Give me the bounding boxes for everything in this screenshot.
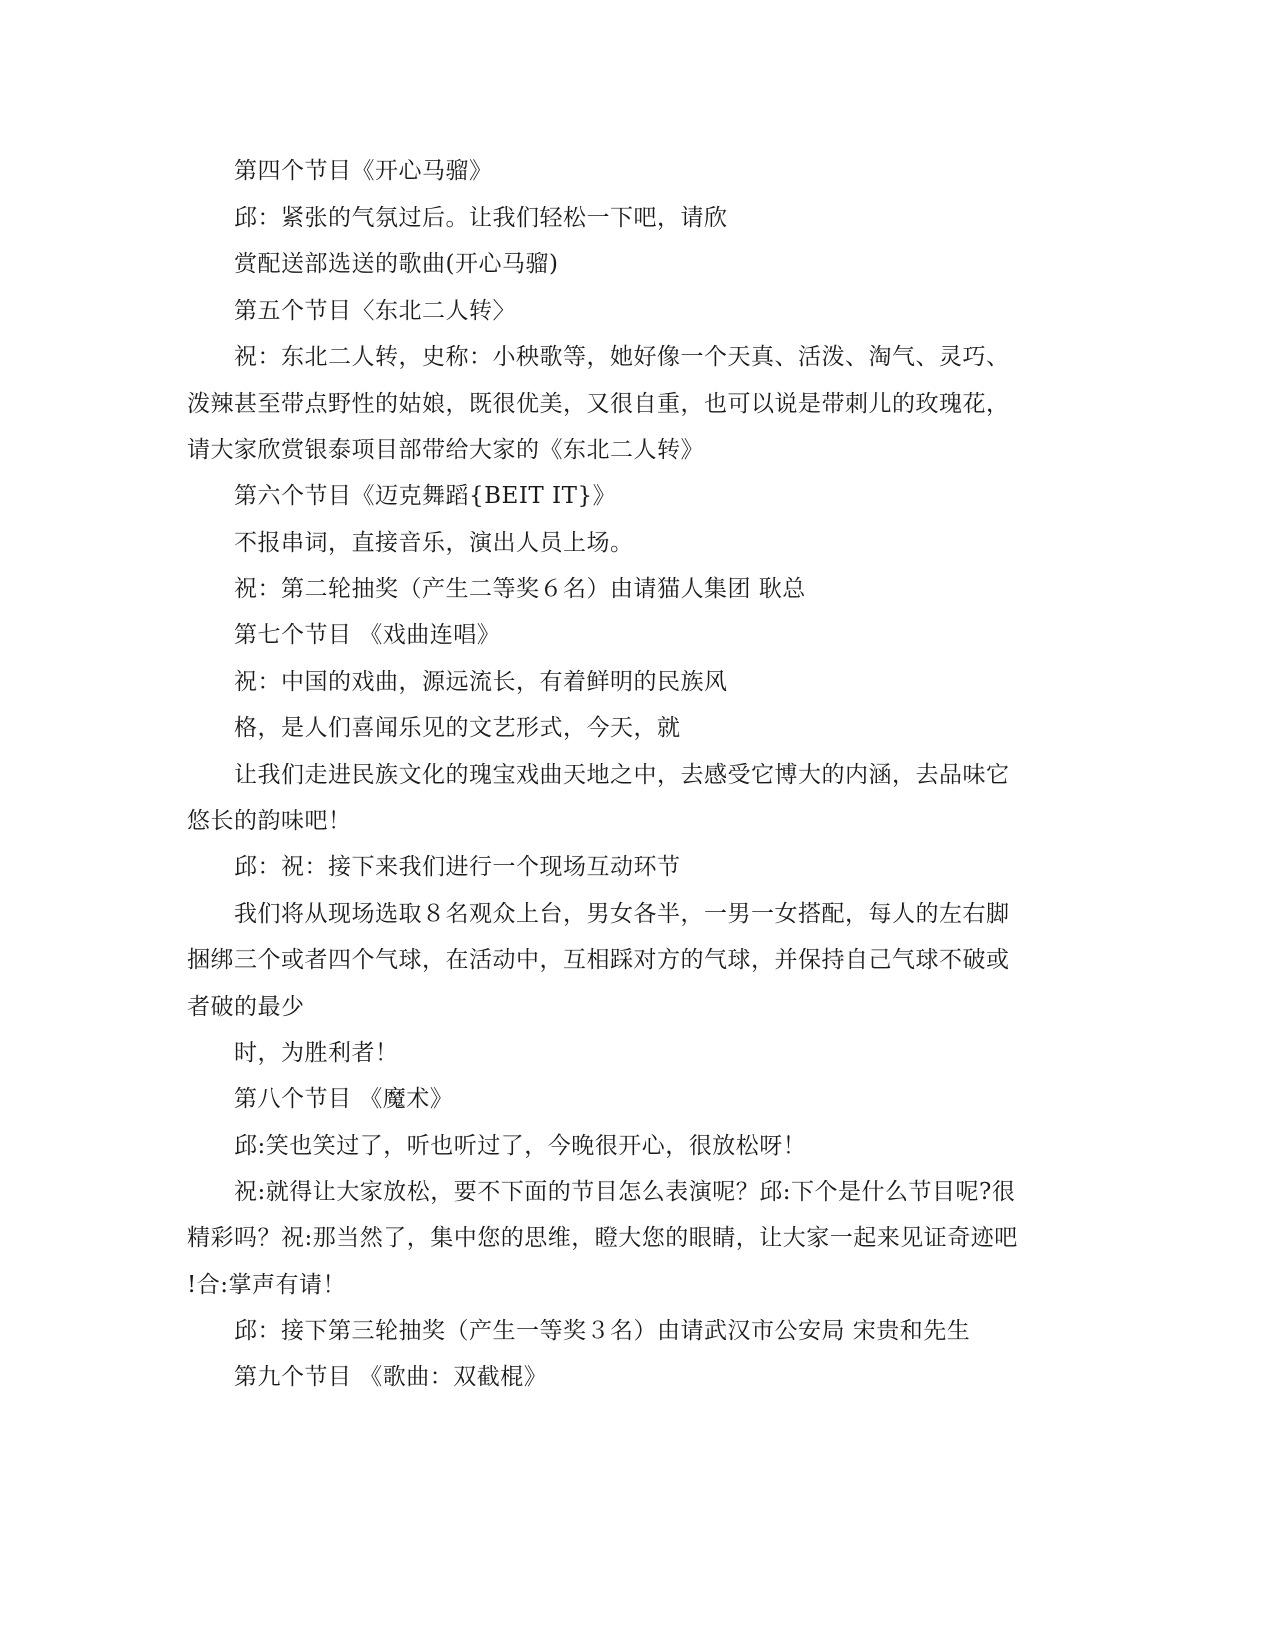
paragraph-line: !合:掌声有请！ bbox=[187, 1272, 346, 1298]
paragraph-line: 让我们走进民族文化的瑰宝戏曲天地之中，去感受它博大的内涵，去品味它 bbox=[234, 762, 1010, 788]
paragraph-line: 祝：第二轮抽奖（产生二等奖６名）由请猫人集团 耿总 bbox=[234, 576, 806, 602]
paragraph-line: 祝:就得让大家放松，要不下面的节目怎么表演呢？邱:下个是什么节目呢?很 bbox=[234, 1179, 1016, 1205]
paragraph-line: 赏配送部选送的歌曲(开心马骝) bbox=[234, 251, 559, 277]
paragraph-line: 泼辣甚至带点野性的姑娘，既很优美，又很自重，也可以说是带刺儿的玫瑰花， bbox=[187, 391, 1010, 417]
program-5-title: 第五个节目〈东北二人转〉 bbox=[234, 298, 516, 324]
paragraph-line: 邱:笑也笑过了，听也听过了，今晚很开心，很放松呀！ bbox=[234, 1133, 807, 1159]
paragraph-line: 捆绑三个或者四个气球，在活动中，互相踩对方的气球，并保持自己气球不破或 bbox=[187, 947, 1010, 973]
program-8-title: 第八个节目 《魔术》 bbox=[234, 1086, 454, 1112]
paragraph-line: 请大家欣赏银泰项目部带给大家的《东北二人转》 bbox=[187, 437, 704, 463]
paragraph-line: 我们将从现场选取８名观众上台，男女各半，一男一女搭配，每人的左右脚 bbox=[234, 901, 1010, 927]
paragraph-line: 祝：东北二人转，史称：小秧歌等，她好像一个天真、活泼、淘气、灵巧、 bbox=[234, 344, 1010, 370]
paragraph-line: 祝：中国的戏曲，源远流长，有着鲜明的民族风 bbox=[234, 669, 728, 695]
paragraph-line: 不报串词，直接音乐，演出人员上场。 bbox=[234, 530, 634, 556]
program-7-title: 第七个节目 《戏曲连唱》 bbox=[234, 622, 501, 648]
program-6-title: 第六个节目《迈克舞蹈{BEIT IT}》 bbox=[234, 483, 617, 509]
paragraph-line: 者破的最少 bbox=[187, 994, 305, 1020]
paragraph-line: 时，为胜利者！ bbox=[234, 1040, 399, 1066]
paragraph-line: 邱：紧张的气氛过后。让我们轻松一下吧，请欣 bbox=[234, 205, 728, 231]
paragraph-line: 格，是人们喜闻乐见的文艺形式，今天，就 bbox=[234, 715, 681, 741]
paragraph-line: 邱：祝：接下来我们进行一个现场互动环节 bbox=[234, 854, 681, 880]
paragraph-line: 悠长的韵味吧！ bbox=[187, 808, 352, 834]
paragraph-line: 精彩吗？祝:那当然了，集中您的思维，瞪大您的眼睛，让大家一起来见证奇迹吧 bbox=[187, 1225, 1018, 1251]
program-4-title: 第四个节目《开心马骝》 bbox=[234, 158, 493, 184]
paragraph-line: 邱：接下第三轮抽奖（产生一等奖３名）由请武汉市公安局 宋贵和先生 bbox=[234, 1318, 971, 1344]
program-9-title: 第九个节目 《歌曲：双截棍》 bbox=[234, 1364, 548, 1390]
